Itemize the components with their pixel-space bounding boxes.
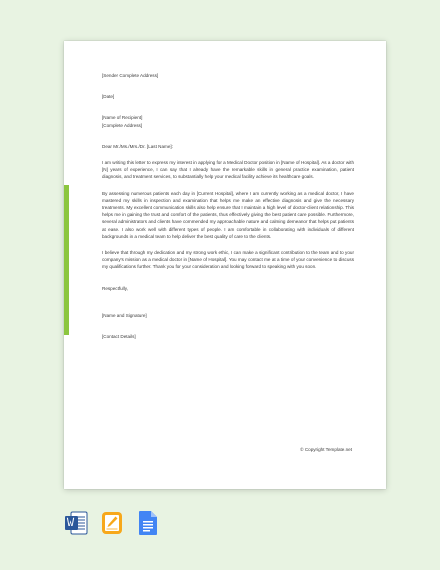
signature: [Name and Signature] [102,312,147,318]
contact-details: [Contact Details] [102,334,136,340]
word-icon[interactable] [64,510,88,536]
format-icons [64,510,160,536]
pages-icon[interactable] [100,510,124,536]
sender-address: [Sender Complete Address] [102,73,159,78]
recipient-name: [Name of Recipient] [102,115,143,121]
paragraph-2: By assessing numerous patients each day in [Current Hospital], where I am currently working as a medical doctor, I have mastered my skills in inspection and examination that helps me make an effective diagnosis and give the necessary treatments. My excellent communication skills also help ensure that I maintain a high level of doctor-client relationship. This helps me in gaining the trust and comfort of the patients, thus effectively giving the best patient care possible. Furthermore, several administrators and clients have commended my approachable nature and calming demeanor that helps put patients at ease. I also work well with different types of people. I am comfortable in collaborating with individuals of different backgrounds in a medical team to help deliver the best quality of care to the clients. [102,190,354,239]
recipient-address: [Complete Address] [102,122,143,128]
paragraph-1: I am writing this letter to express my interest in applying for a Medical Doctor position in [Name of Hospital]. As a doctor with [N] years of experience, I can say that I already have the remarkable skills in general practice examination, patient diagnosis, and treatment services, to substantially help your medical facility achieve its healthcare goals. [102,160,354,180]
google-docs-icon[interactable] [136,510,160,536]
paragraph-3: I believe that through my dedication and my strong work ethic, I can make a significant contribution to the team and to your company's mission as a medical doctor in [Name of Hospital]. You may contact me at a time of your convenience to discuss my qualifications further. Thank you for your consideration and looking forward to speaking with you soon. [102,250,354,270]
accent-bar [64,185,69,335]
letter-body [102,72,354,340]
closing: Respectfully, [102,285,128,291]
salutation: Dear Mr./Ms./Mrs./Dr. [Last Name]: [102,143,173,149]
letter-date: [Date] [102,94,115,100]
copyright-text: © Copyright Template.net [300,447,352,452]
